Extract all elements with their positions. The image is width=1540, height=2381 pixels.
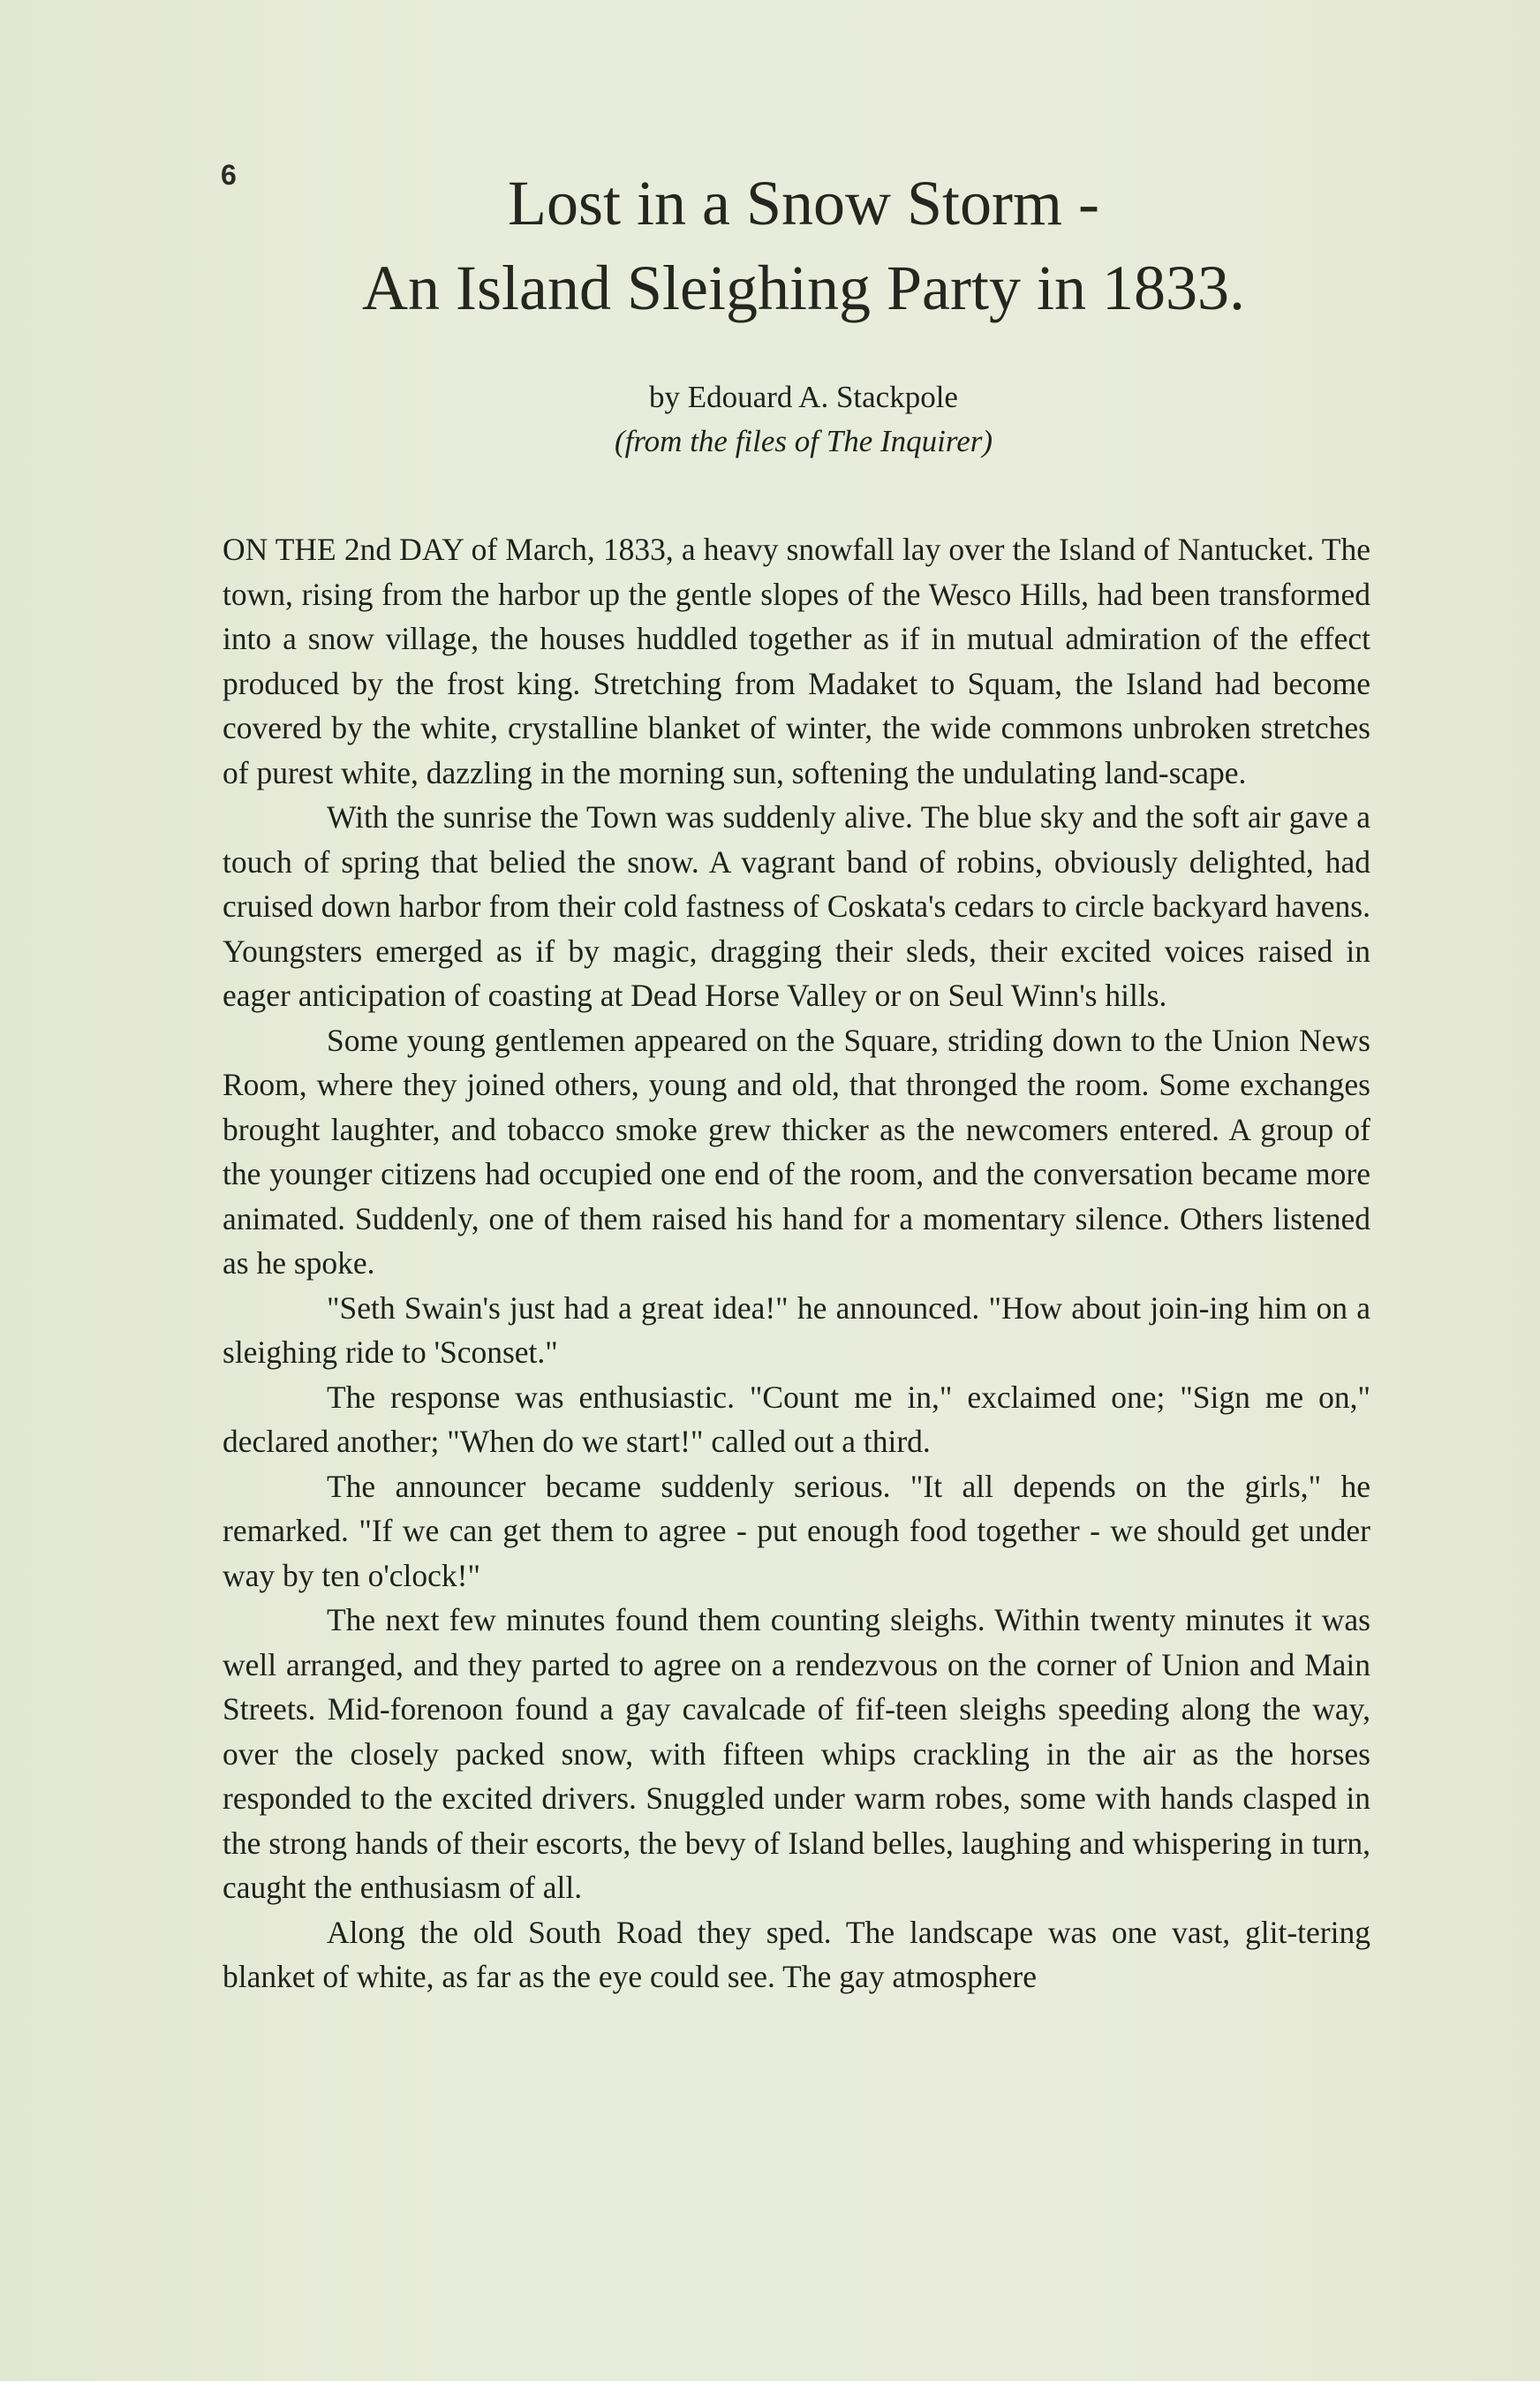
article-body (223, 527, 1370, 1999)
title-line-1: Lost in a Snow Storm - (507, 168, 1099, 238)
page-number: 6 (221, 159, 237, 191)
paragraph: ON THE 2nd DAY of March, 1833, a heavy snowfall lay over the Island of Nantucket. The town, rising from the harbor up the gentle slopes of the Wesco Hills, had been transformed into a snow village, the houses huddled together as if in mutual admiration of the effect produced by the frost king. Stretching from Madaket to Squam, the Island had become covered by the white, crystalline blanket of winter, the wide commons unbroken stretches of purest white, dazzling in the morning sun, softening the undulating land-scape. (223, 532, 1370, 790)
paragraph: "Seth Swain's just had a great idea!" he announced. "How about join-ing him on a sleighing ride to 'Sconset." (223, 1289, 1370, 1370)
paragraph: Some young gentlemen appeared on the Square, striding down to the Union News Room, where they joined others, young and old, that thronged the room. Some exchanges brought laughter, and tobacco smoke grew thicker as the newcomers entered. A group of the younger citizens had occupied one end of the room, and the conversation became more animated. Suddenly, one of them raised his hand for a momentary silence. Others listened as he spoke. (223, 1022, 1370, 1281)
source-note: (from the files of The Inquirer) (614, 424, 993, 458)
paragraph: With the sunrise the Town was suddenly alive. The blue sky and the soft air gave a touch of spring that belied the snow. A vagrant band of robins, obviously delighted, had cruised down harbor from their cold fastness of Coskata's cedars to circle backyard havens. Youngsters emerged as if by magic, dragging their sleds, their excited voices raised in eager anticipation of coasting at Dead Horse Valley or on Seul Winn's hills. (223, 799, 1370, 1013)
author-byline: by Edouard A. Stackpole (649, 380, 958, 414)
paragraph: The next few minutes found them counting sleighs. Within twenty minutes it was well arranged, and they parted to agree on a rendezvous on the corner of Union and Main Streets. Mid-forenoon found a gay cavalcade of fif-teen sleighs speeding along the way, over the closely packed snow, with fifteen whips crackling in the air as the horses responded to the excited drivers. Snuggled under warm robes, some with hands clasped in the strong hands of their escorts, the bevy of Island belles, laughing and whispering in turn, caught the enthusiasm of all. (223, 1602, 1370, 1905)
paragraph: Along the old South Road they sped. The landscape was one vast, glit-tering blanket of white, as far as the eye could see. The gay atmosphere (223, 1914, 1370, 1994)
paragraph: The response was enthusiastic. "Count me in," exclaimed one; "Sign me on," declared another; "When do we start!" called out a third. (223, 1379, 1370, 1459)
article-title (221, 161, 1386, 330)
paragraph: The announcer became suddenly serious. "It all depends on the girls," he remarked. "If we can get them to agree - put enough food together - we should get under way by ten o'clock!" (223, 1468, 1370, 1593)
title-line-2: An Island Sleighing Party in 1833. (362, 253, 1245, 323)
byline-block (221, 375, 1386, 464)
